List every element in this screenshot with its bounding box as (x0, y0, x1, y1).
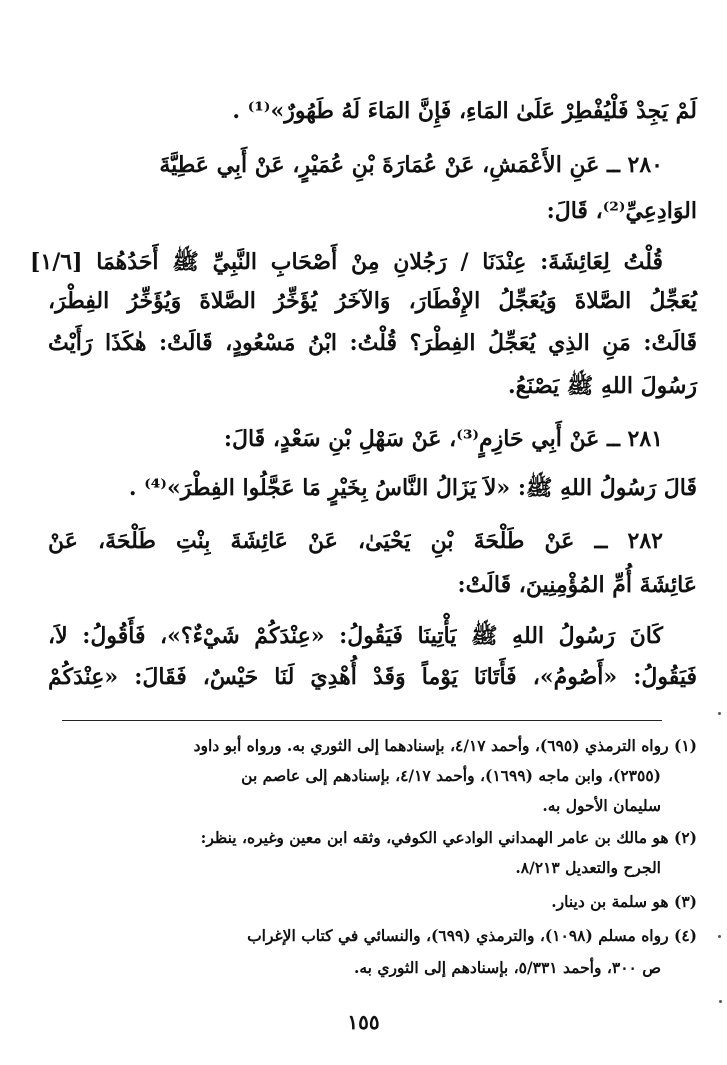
body-line-3: الوَادِعِيِّ⁽²⁾، قَالَ: (546, 198, 697, 224)
body-line-7: رَسُولَ اللهِ ﷺ يَصْنَعُ. (507, 373, 697, 399)
body-line-9: قَالَ رَسُولُ اللهِ ﷺ: «لاَ يَزَالُ النَّاسُ بِخَيْرٍ مَا عَجَّلُوا الفِطْرَ»⁽⁴⁾ . (128, 475, 697, 501)
body-line-5: يُعَجِّلُ الصَّلاةَ وَيُعَجِّلُ الإِفْطَارَ، وَالآخَرُ يُؤَخِّرُ الصَّلاةَ وَيُؤَخِّرُ الفِطْرَ، (48, 288, 697, 314)
scan-speck (719, 1000, 722, 1003)
footnote-4-line-2: ص ٣٠٠، وأحمد ٥/٣٣١، بإسنادهم إلى الثوري به. (353, 958, 661, 977)
footnote-1-line-2: (٢٣٥٥)، وابن ماجه (١٦٩٩)، وأحمد ٤/١٧، بإسنادهم إلى عاصم بن (241, 766, 661, 785)
page-number: ١٥٥ (347, 1010, 380, 1034)
hadith-280-heading: ٢٨٠ ــ عَنِ الأَعْمَشِ، عَنْ عُمَارَةَ بْنِ عُمَيْرٍ، عَنْ أَبِي عَطِيَّةَ (159, 152, 663, 178)
hadith-282-heading: ٢٨٢ ــ عَنْ طَلْحَةَ بْنِ يَحْيَىٰ، عَنْ عَائِشَةَ بِنْتِ طَلْحَةَ، عَنْ (48, 528, 663, 554)
body-line-12: كَانَ رَسُولُ اللهِ ﷺ يَأْتِينَا فَيَقُولُ: «عِنْدَكُمْ شَيْءٌ؟»، فَأَقُولُ: لاَ، (48, 623, 663, 649)
body-line-1: لَمْ يَجِدْ فَلْيُفْطِرْ عَلَىٰ المَاءِ، فَإِنَّ المَاءَ لَهُ طَهُورٌ»⁽¹⁾ . (232, 98, 697, 124)
body-line-11: عَائِشَةَ أُمِّ المُؤْمِنِينَ، قَالَتْ: (457, 572, 697, 598)
hadith-281-heading: ٢٨١ ــ عَنْ أَبِي حَازِمٍ⁽³⁾، عَنْ سَهْلِ بْنِ سَعْدٍ، قَالَ: (223, 426, 663, 452)
footnote-1-line-1: (١) رواه الترمذي (٦٩٥)، وأحمد ٤/١٧، بإسنادهما إلى الثوري به. ورواه أبو داود (193, 736, 697, 755)
footnote-separator (62, 720, 662, 721)
scan-speck (718, 712, 721, 715)
body-line-6: قَالَتْ: مَنِ الذِي يُعَجِّلُ الفِطْرَ؟ قُلْتُ: ابْنُ مَسْعُودٍ، قَالَتْ: هٰكَذَا رَأَيْتُ (48, 330, 697, 356)
footnote-1-line-3: سليمان الأحول به. (542, 796, 661, 815)
body-line-13: فَيَقُولُ: «أَصُومُ»، فَأَتَانَا يَوْماً وَقَدْ أُهْدِيَ لَنَا حَيْسٌ، فَقَالَ: «عِنْدَكُمْ (48, 664, 697, 690)
footnote-2-line-1: (٢) هو مالك بن عامر الهمداني الوادعي الكوفي، وثقه ابن معين وغيره، ينظر: (200, 828, 697, 847)
footnote-3: (٣) هو سلمة بن دينار. (551, 892, 697, 911)
body-line-4: قُلْتُ لِعَائِشَةَ: عِنْدَنَا / رَجُلانِ مِنْ أَصْحَابِ النَّبِيِّ ﷺ أَحَدُهُمَا [١/٦] (30, 249, 663, 275)
scan-speck (718, 935, 721, 938)
footnote-2-line-2: الجرح والتعديل ٨/٢١٣. (515, 858, 661, 877)
footnote-4-line-1: (٤) رواه مسلم (١٠٩٨)، والترمذي (٦٩٩)، والنسائي في كتاب الإغراب (247, 926, 697, 945)
